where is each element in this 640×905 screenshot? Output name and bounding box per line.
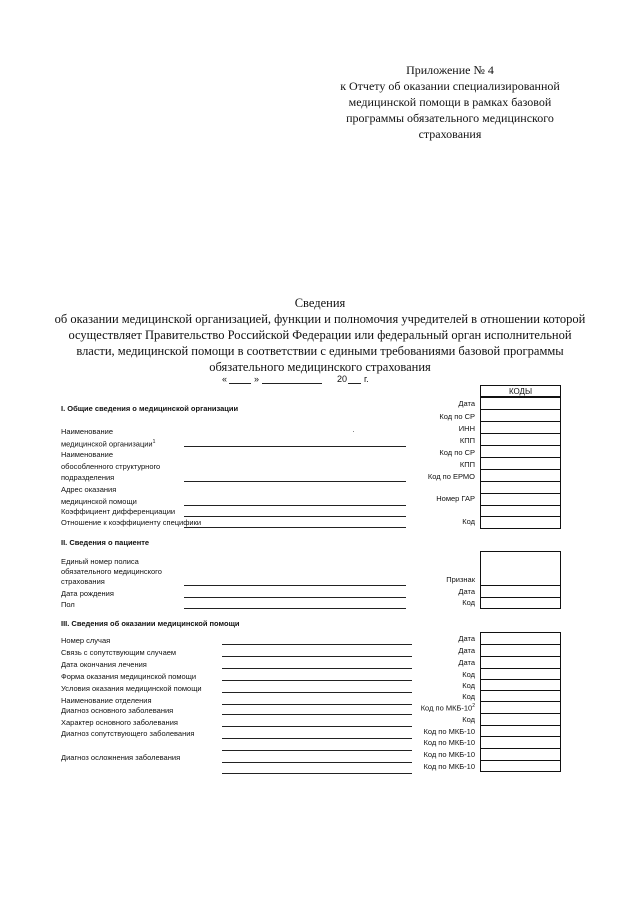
code-label: Дата (458, 658, 475, 667)
code-label: Код по МКБ-10 (423, 750, 475, 759)
code-label: Номер ГАР (436, 494, 475, 503)
appendix-line: программы обязательного медицинского (346, 111, 554, 125)
complication-field-2[interactable] (222, 773, 412, 774)
code-label: Дата (458, 634, 475, 643)
quote-open: « (222, 374, 228, 384)
label-org-name: Наименование (61, 427, 113, 436)
section1-title: I. Общие сведения о медицинской организации (61, 404, 239, 413)
label-linked-case: Связь с сопутствующим случаем (61, 648, 177, 657)
end-date-field[interactable] (222, 668, 412, 669)
label-subdivision-2: обособленного структурного (61, 462, 161, 471)
title-heading: Сведения (294, 296, 346, 310)
appendix-line: страхования (418, 127, 482, 141)
title-line: власти, медицинской помощи в соответствии с едиными требованиями базовой программы (76, 344, 564, 358)
label-comorbid: Диагноз сопутствующего заболевания (61, 729, 195, 738)
linked-case-field[interactable] (222, 656, 412, 657)
case-number-field[interactable] (222, 644, 412, 645)
appendix-block (300, 62, 600, 142)
document-title (40, 295, 600, 375)
label-diff-coef: Коэффициент дифференциации (61, 507, 176, 516)
footnote-1: 1 (152, 439, 156, 445)
label-sex: Пол (61, 600, 75, 609)
comorbid-field-1[interactable] (222, 738, 412, 739)
day-field[interactable] (229, 383, 251, 384)
scan-speck (353, 431, 354, 432)
code-box[interactable] (480, 597, 561, 609)
label-policy: Единый номер полиса (61, 557, 139, 566)
appendix-line: Приложение № 4 (406, 63, 494, 77)
comorbid-field-2[interactable] (222, 750, 412, 751)
code-label: Код по МКБ-10 (423, 738, 475, 747)
codes-header: КОДЫ (480, 385, 561, 397)
title-line: осуществляет Правительство Российской Федерации или федеральный орган исполнительной (68, 328, 572, 342)
label-case-number: Номер случая (61, 636, 111, 645)
label-main-diagnosis: Диагноз основного заболевания (61, 706, 174, 715)
label-care-conditions: Условия оказания медицинской помощи (61, 684, 202, 693)
department-field[interactable] (222, 704, 412, 705)
label-subdivision: Наименование (61, 450, 113, 459)
code-label: Код по СР (439, 412, 475, 421)
code-label: Код по МКБ-$10^2$ (420, 703, 475, 713)
diff-coef-field[interactable] (184, 516, 406, 517)
code-box[interactable] (480, 760, 561, 772)
subdivision-field[interactable] (184, 481, 406, 482)
org-name-field[interactable] (184, 446, 406, 447)
code-label: КПП (459, 436, 475, 445)
address-field[interactable] (184, 505, 406, 506)
code-label: Признак (446, 575, 475, 584)
code-label: Код по МКБ-10 (423, 762, 475, 771)
code-label: Код (462, 715, 475, 724)
birth-date-field[interactable] (184, 597, 406, 598)
label-birth-date: Дата рождения (61, 589, 114, 598)
label-policy-2: обязательного медицинского (61, 567, 162, 576)
code-box[interactable] (480, 551, 561, 586)
code-label: Код (462, 670, 475, 679)
main-diagnosis-field[interactable] (222, 714, 412, 715)
policy-field[interactable] (184, 585, 406, 586)
code-label: Код (462, 598, 475, 607)
label-end-date: Дата окончания лечения (61, 660, 147, 669)
appendix-line: к Отчету об оказании специализированной (340, 79, 560, 93)
label-org-name-2: медицинской организации$^1$ (61, 439, 156, 449)
code-label: Код по СР (439, 448, 475, 457)
code-label: Код (462, 681, 475, 690)
main-nature-field[interactable] (222, 726, 412, 727)
code-label: ИНН (458, 424, 475, 433)
label-department: Наименование отделения (61, 696, 152, 705)
title-line: обязательного медицинского страхования (209, 360, 431, 374)
label-subdivision-3: подразделения (61, 473, 115, 482)
quote-close: » (254, 374, 260, 384)
label-main-nature: Характер основного заболевания (61, 718, 178, 727)
code-label: Дата (458, 646, 475, 655)
label-care-form: Форма оказания медицинской помощи (61, 672, 197, 681)
year-prefix: 20 (337, 374, 348, 384)
month-field[interactable] (262, 383, 322, 384)
year-field[interactable] (348, 383, 361, 384)
label-complication: Диагноз осложнения заболевания (61, 753, 181, 762)
year-suffix: г. (364, 374, 369, 384)
footnote-2: 2 (472, 703, 475, 709)
care-conditions-field[interactable] (222, 692, 412, 693)
section2-title: II. Сведения о пациенте (61, 538, 150, 547)
section3-title: III. Сведения об оказании медицинской помощи (61, 619, 240, 628)
title-line: об оказании медицинской организацией, функции и полномочия учредителей в отношении которой (54, 312, 586, 326)
code-label: Код (462, 692, 475, 701)
code-label: КПП (459, 460, 475, 469)
code-label: Код по ЕРМО (427, 472, 475, 481)
care-form-field[interactable] (222, 680, 412, 681)
label-policy-3: страхования (61, 577, 105, 586)
label-address-2: медицинской помощи (61, 497, 137, 506)
code-box[interactable] (480, 516, 561, 529)
label-spec-coef: Отношение к коэффициенту специфики (61, 518, 202, 527)
code-label: Код (462, 517, 475, 526)
complication-field-1[interactable] (222, 762, 412, 763)
code-label: Дата (458, 399, 475, 408)
code-label: Код по МКБ-10 (423, 727, 475, 736)
spec-coef-field[interactable] (184, 527, 406, 528)
label-address: Адрес оказания (61, 485, 117, 494)
appendix-line: медицинской помощи в рамках базовой (348, 95, 552, 109)
code-label: Дата (458, 587, 475, 596)
sex-field[interactable] (184, 608, 406, 609)
